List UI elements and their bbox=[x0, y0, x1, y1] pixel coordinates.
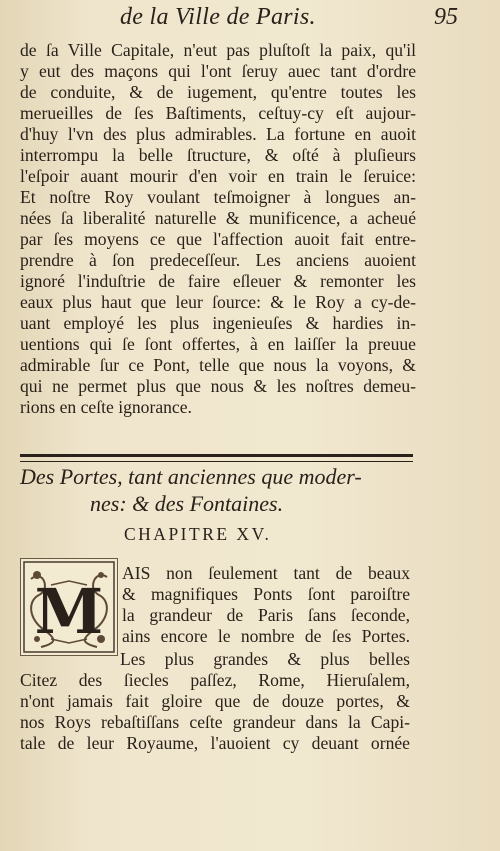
text-line: de conduite, & de iugement, qu'entre toutes les bbox=[20, 82, 416, 102]
text-line: y eut des maçons qui l'ont ſeruy auec tant d'ordre bbox=[20, 61, 416, 81]
chapter-paragraph bbox=[20, 649, 410, 754]
chapter-heading bbox=[20, 463, 420, 517]
text-line: n'ont jamais fait gloire que de douze portes, & bbox=[20, 691, 410, 711]
text-line: nos Roys rebaſtiſſans ceſte grandeur dans la Capi- bbox=[20, 712, 410, 732]
text-line: la grandeur de Paris ſans ſeconde, bbox=[122, 605, 410, 625]
ornamental-initial-icon bbox=[21, 559, 117, 655]
text-line: Et noſtre Roy voulant teſmoigner à longues an- bbox=[20, 187, 416, 207]
text-line: uentions qui ſe ſont offertes, à en laiſſer la preuue bbox=[20, 334, 416, 354]
chapter-title-line: nes: & des Fontaines. bbox=[90, 491, 284, 516]
text-line: uant employé les plus ingenieuſes & hardies in- bbox=[20, 313, 416, 333]
text-line: l'eſpoir auant mourir d'en voir en train le ſeruice: bbox=[20, 166, 416, 186]
chapter-title-line: Des Portes, tant anciennes que moder- bbox=[20, 464, 362, 489]
text-line: ignoré l'induſtrie de faire eſleuer & remonter les bbox=[20, 271, 416, 291]
text-line: de ſa Ville Capitale, n'eut pas pluſtoſt la paix, qu'il bbox=[20, 40, 416, 60]
text-line: AIS non ſeulement tant de beaux bbox=[122, 563, 410, 583]
chapter-number: CHAPITRE XV. bbox=[124, 524, 272, 544]
dropcap-ornament bbox=[20, 558, 118, 656]
page-number: 95 bbox=[434, 4, 458, 30]
text-line: par ſes moyens ce que l'affection auoit fait entre- bbox=[20, 229, 416, 249]
text-line: Citez des ſiecles paſſez, Rome, Hieruſalem, bbox=[20, 670, 410, 690]
text-line: d'huy l'vn des plus admirables. La fortune en auoit bbox=[20, 124, 416, 144]
text-line: eaux plus haut que leur ſource: & le Roy a cy-de- bbox=[20, 292, 416, 312]
text-line: prendre à ſon predeceſſeur. Les anciens auoient bbox=[20, 250, 416, 270]
text-line: & magnifiques Ponts ſont paroiſtre bbox=[122, 584, 410, 604]
text-line: ains encore le nombre de ſes Portes. bbox=[122, 626, 410, 646]
text-line: rions en ceſte ignorance. bbox=[20, 397, 192, 417]
section-rule bbox=[20, 454, 413, 462]
text-line: interrompu la belle ſtructure, & oſté à pluſieurs bbox=[20, 145, 416, 165]
text-line: Les plus grandes & plus belles bbox=[120, 649, 410, 669]
body-paragraph bbox=[20, 40, 416, 418]
text-line: nées ſa liberalité naturelle & munificence, a acheué bbox=[20, 208, 416, 228]
text-line: tale de leur Royaume, l'auoient cy deuant ornée bbox=[20, 733, 410, 753]
page-header bbox=[70, 4, 476, 34]
text-line: admirable ſur ce Pont, telle que nous la voyons, & bbox=[20, 355, 416, 375]
dropcap-letter: M bbox=[34, 575, 104, 648]
text-line: merueilles de ſes Baſtiments, ceſtuy-cy eſt aujour- bbox=[20, 103, 416, 123]
text-line: qui ne permet plus que nous & les noſtres demeu- bbox=[20, 376, 416, 396]
running-title: de la Ville de Paris. bbox=[120, 4, 316, 30]
